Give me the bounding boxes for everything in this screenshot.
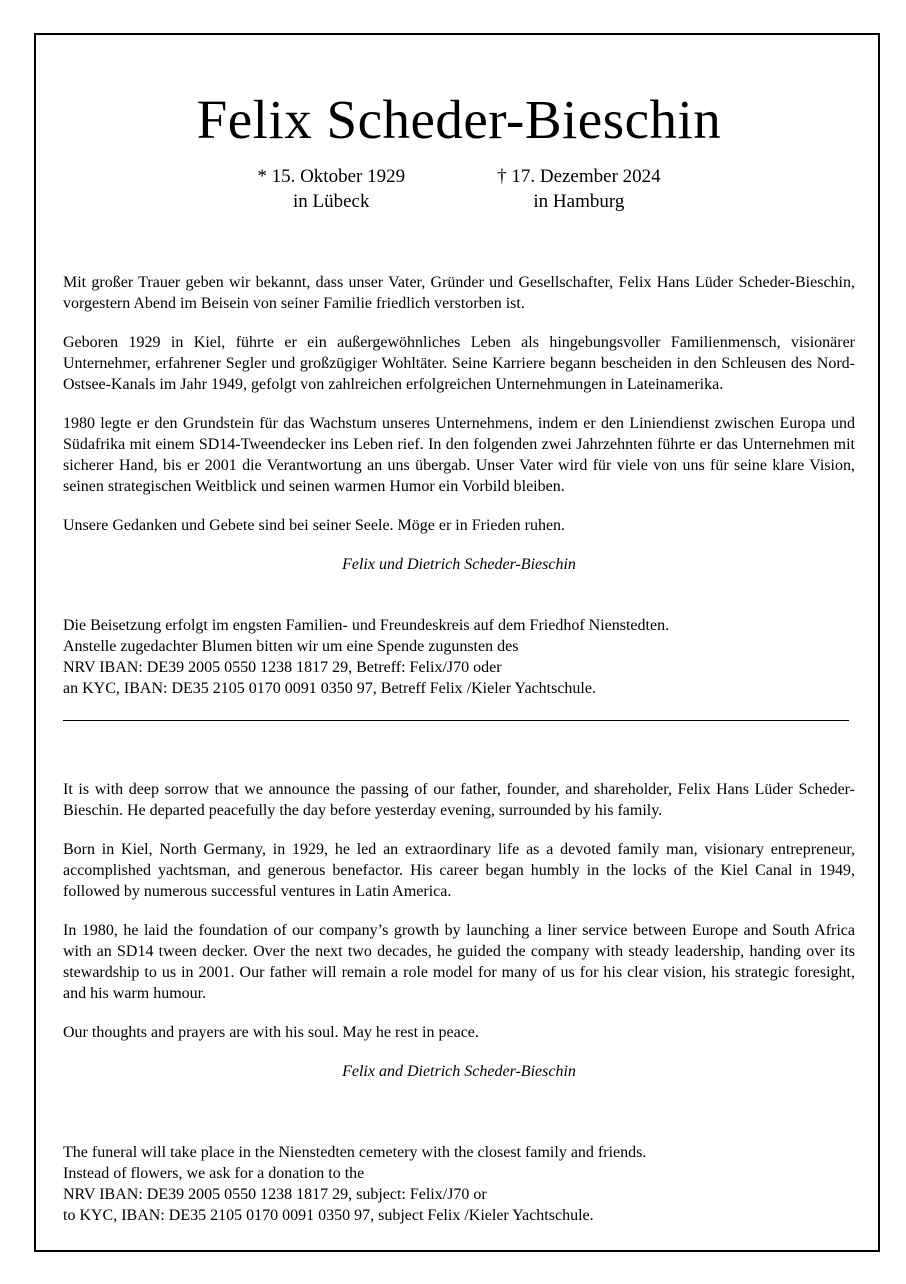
- german-paragraph-3: 1980 legte er den Grundstein für das Wachstum unseres Unternehmens, indem er den Liniendienst zwischen Europa und Südafrika mit einem SD14-Tweendecker ins Leben rief. In den folgenden zwei Jahrzehnten führte er das Unternehmen mit sicherer Hand, bis er 2001 die Verantwortung an uns übergab. Unser Vater wird für viele von uns für seine klare Vision, seinen strategischen Weitblick und seinen warmen Humor ein Vorbild bleiben.: [63, 415, 855, 495]
- english-paragraph-2: Born in Kiel, North Germany, in 1929, he led an extraordinary life as a devoted family man, visionary entrepreneur, accomplished yachtsman, and generous benefactor. His career began humbly in the locks of the Kiel Canal in 1949, followed by numerous successful ventures in Latin America.: [63, 841, 855, 900]
- english-paragraph-3: In 1980, he laid the foundation of our company’s growth by launching a liner service between Europe and South Africa with an SD14 tween decker. Over the next two decades, he guided the company with steady leadership, handing over its stewardship to us in 2001. Our father will remain a role model for many of us for his clear vision, his strategic foresight, and his warm humour.: [63, 922, 855, 1002]
- birth-place: in Lübeck: [292, 191, 370, 212]
- death-place: in Hamburg: [533, 191, 625, 212]
- english-paragraph-1: It is with deep sorrow that we announce the passing of our father, founder, and shareholder, Felix Hans Lüder Scheder-Bieschin. He departed peacefully the day before yesterday evening, surrounded by his family.: [63, 781, 855, 819]
- german-signature: Felix und Dietrich Scheder-Bieschin: [342, 556, 576, 573]
- death-block: [497, 164, 661, 214]
- german-paragraph-2: Geboren 1929 in Kiel, führte er ein außergewöhnliches Leben als hingebungsvoller Familienmensch, visionärer Unternehmer, erfahrener Segler und großzügiger Wohltäter. Seine Karriere begann bescheiden in den Schleusen des Nord-Ostsee-Kanals im Jahr 1949, gefolgt von zahlreichen erfolgreichen Unternehmungen in Lateinamerika.: [63, 334, 855, 393]
- english-funeral-line-1: The funeral will take place in the Nienstedten cemetery with the closest family and friends.: [63, 1144, 647, 1161]
- birth-block: [257, 164, 405, 214]
- english-funeral-line-4: to KYC, IBAN: DE35 2105 0170 0091 0350 97, subject Felix /Kieler Yachtschule.: [63, 1207, 594, 1224]
- death-date: † 17. Dezember 2024: [497, 166, 661, 187]
- german-funeral-line-3: NRV IBAN: DE39 2005 0550 1238 1817 29, Betreff: Felix/J70 oder: [63, 659, 502, 676]
- german-funeral-line-1: Die Beisetzung erfolgt im engsten Familien- und Freundeskreis auf dem Friedhof Nienstedten.: [63, 617, 670, 634]
- german-paragraph-4: Unsere Gedanken und Gebete sind bei seiner Seele. Möge er in Frieden ruhen.: [63, 517, 566, 534]
- german-section: [63, 272, 855, 699]
- german-paragraph-1: Mit großer Trauer geben wir bekannt, dass unser Vater, Gründer und Gesellschafter, Felix Hans Lüder Scheder-Bieschin, vorgestern Abend im Beisein von seiner Familie friedlich verstorben ist.: [63, 274, 855, 312]
- section-divider: [63, 720, 849, 721]
- english-funeral-info: [63, 1142, 855, 1226]
- birth-date: * 15. Oktober 1929: [257, 166, 406, 187]
- english-section: [63, 779, 855, 1226]
- deceased-name-title: Felix Scheder-Bieschin: [196, 89, 722, 150]
- english-signature: Felix and Dietrich Scheder-Bieschin: [342, 1063, 576, 1080]
- german-funeral-line-4: an KYC, IBAN: DE35 2105 0170 0091 0350 97, Betreff Felix /Kieler Yachtschule.: [63, 680, 596, 697]
- german-funeral-line-2: Anstelle zugedachter Blumen bitten wir um eine Spende zugunsten des: [63, 638, 519, 655]
- english-paragraph-4: Our thoughts and prayers are with his soul. May he rest in peace.: [63, 1024, 479, 1041]
- life-dates: [63, 164, 855, 214]
- german-funeral-info: [63, 615, 855, 699]
- border-frame: [34, 33, 880, 1252]
- english-funeral-line-2: Instead of flowers, we ask for a donation to the: [63, 1165, 365, 1182]
- english-funeral-line-3: NRV IBAN: DE39 2005 0550 1238 1817 29, subject: Felix/J70 or: [63, 1186, 487, 1203]
